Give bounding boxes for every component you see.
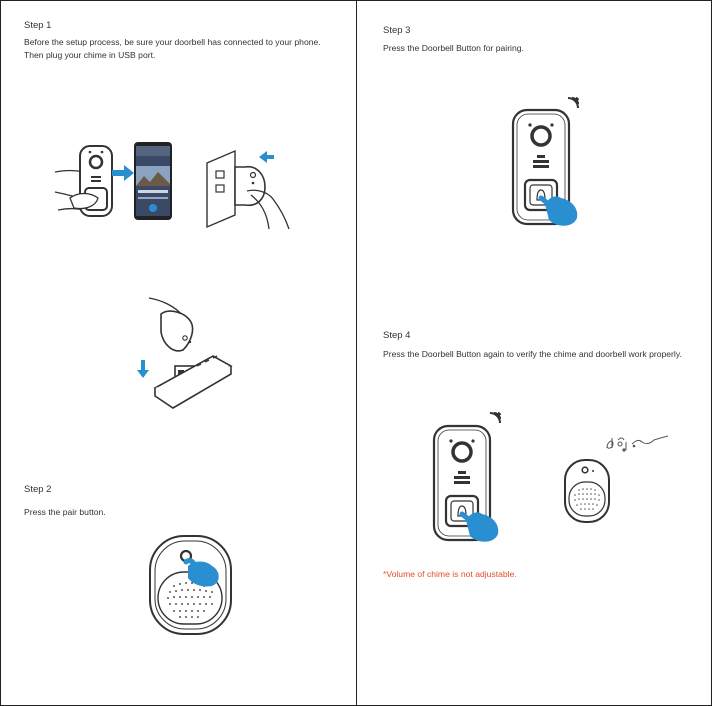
step2-heading: Step 2	[24, 484, 52, 495]
music-notes-icon	[604, 432, 670, 454]
step2-text: Press the pair button.	[24, 507, 106, 517]
hand-doorbell-icon	[50, 140, 120, 220]
step3-heading: Step 3	[383, 25, 411, 36]
doorbell-icon	[432, 424, 512, 549]
power-strip-icon	[135, 292, 235, 417]
chime-icon	[148, 534, 233, 636]
step4-text: Press the Doorbell Button again to verify the chime and doorbell work properly.	[383, 349, 682, 359]
chime-icon	[563, 458, 611, 524]
arrow-icon	[112, 165, 134, 181]
step4-heading: Step 4	[383, 330, 411, 341]
doorbell-icon	[511, 108, 591, 233]
wifi-icon	[488, 411, 504, 425]
step3-text: Press the Doorbell Button for pairing.	[383, 43, 524, 53]
step1-heading: Step 1	[24, 20, 52, 31]
wall-socket-icon	[205, 145, 300, 230]
step1-text: Before the setup process, be sure your doorbell has connected to your phone. Then plug your chime in USB port.	[24, 37, 321, 60]
volume-note: *Volume of chime is not adjustable.	[383, 569, 517, 579]
phone-icon	[134, 142, 172, 220]
